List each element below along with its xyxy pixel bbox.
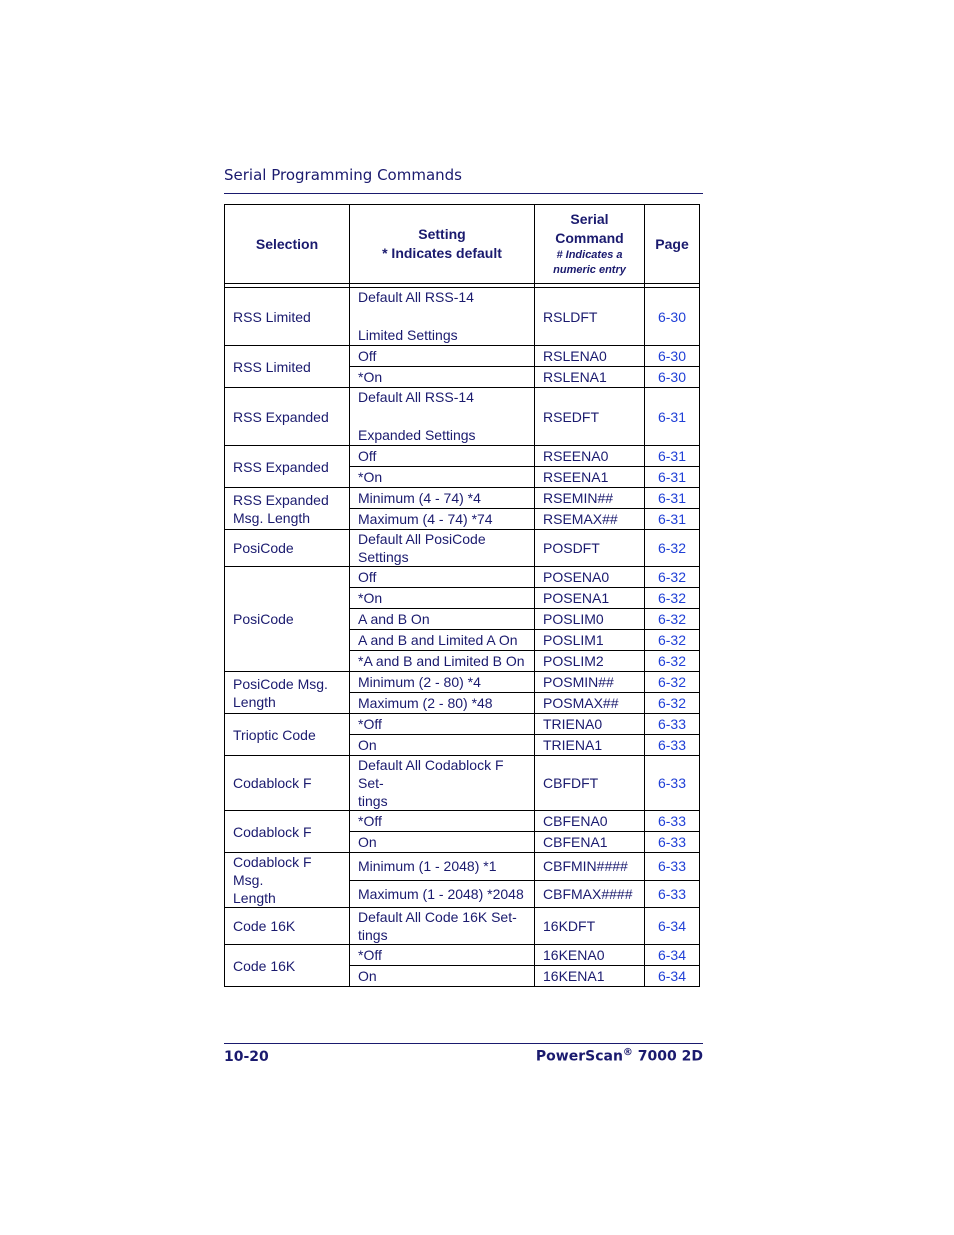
page-link[interactable]: 6-33: [645, 714, 700, 735]
selection-cell: RSS Limited: [225, 288, 350, 346]
command-cell: POSENA0: [535, 567, 645, 588]
setting-cell: Default All Codablock F Set- tings: [350, 756, 535, 811]
page-link[interactable]: 6-33: [645, 880, 700, 908]
setting-cell: On: [350, 966, 535, 987]
command-cell: POSLIM2: [535, 651, 645, 672]
command-cell: RSEDFT: [535, 388, 645, 446]
selection-cell: Codablock F: [225, 811, 350, 853]
page-link[interactable]: 6-32: [645, 530, 700, 567]
table-row: [225, 945, 700, 966]
command-cell: 16KENA0: [535, 945, 645, 966]
command-cell: RSLDFT: [535, 288, 645, 346]
command-cell: POSMAX##: [535, 693, 645, 714]
selection-cell: Code 16K: [225, 908, 350, 945]
table-body: [225, 284, 700, 987]
table-row: [225, 714, 700, 735]
command-cell: POSLIM0: [535, 609, 645, 630]
page-link[interactable]: 6-34: [645, 908, 700, 945]
setting-cell: On: [350, 832, 535, 853]
page-link[interactable]: 6-33: [645, 811, 700, 832]
table-row: [225, 567, 700, 588]
table-row: [225, 446, 700, 467]
command-cell: POSLIM1: [535, 630, 645, 651]
setting-cell: Minimum (4 - 74) *4: [350, 488, 535, 509]
setting-cell: On: [350, 735, 535, 756]
command-cell: TRIENA0: [535, 714, 645, 735]
col-header-serial-command: Serial Command # Indicates a numeric entry: [535, 205, 645, 284]
selection-cell: RSS Expanded: [225, 446, 350, 488]
table-row: [225, 388, 700, 446]
command-cell: RSEENA1: [535, 467, 645, 488]
page-link[interactable]: 6-31: [645, 446, 700, 467]
command-cell: RSLENA0: [535, 346, 645, 367]
page-link[interactable]: 6-33: [645, 853, 700, 881]
command-cell: POSMIN##: [535, 672, 645, 693]
setting-cell: *Off: [350, 714, 535, 735]
page-link[interactable]: 6-31: [645, 388, 700, 446]
col-header-page: Page: [645, 205, 700, 284]
setting-cell: Minimum (2 - 80) *4: [350, 672, 535, 693]
page-link[interactable]: 6-33: [645, 756, 700, 811]
command-cell: 16KENA1: [535, 966, 645, 987]
setting-cell: Default All RSS-14 Expanded Settings: [350, 388, 535, 446]
page-link[interactable]: 6-31: [645, 509, 700, 530]
table-row: [225, 672, 700, 693]
setting-cell: Off: [350, 346, 535, 367]
page-link[interactable]: 6-33: [645, 735, 700, 756]
page-link[interactable]: 6-30: [645, 346, 700, 367]
setting-cell: *A and B and Limited B On: [350, 651, 535, 672]
selection-cell: Trioptic Code: [225, 714, 350, 756]
page-link[interactable]: 6-30: [645, 288, 700, 346]
selection-cell: Codablock F Msg. Length: [225, 853, 350, 908]
command-cell: CBFMAX####: [535, 880, 645, 908]
command-cell: RSEMAX##: [535, 509, 645, 530]
setting-cell: Default All Code 16K Set- tings: [350, 908, 535, 945]
selection-cell: RSS Expanded: [225, 388, 350, 446]
setting-cell: Maximum (1 - 2048) *2048: [350, 880, 535, 908]
table-row: [225, 488, 700, 509]
setting-cell: *Off: [350, 811, 535, 832]
selection-cell: Code 16K: [225, 945, 350, 987]
command-cell: RSLENA1: [535, 367, 645, 388]
command-cell: POSENA1: [535, 588, 645, 609]
page-header-title: Serial Programming Commands: [224, 166, 462, 184]
page-link[interactable]: 6-33: [645, 832, 700, 853]
setting-cell: *On: [350, 367, 535, 388]
table-row: [225, 346, 700, 367]
page-link[interactable]: 6-32: [645, 609, 700, 630]
command-cell: 16KDFT: [535, 908, 645, 945]
selection-cell: RSS Expanded Msg. Length: [225, 488, 350, 530]
page-link[interactable]: 6-31: [645, 488, 700, 509]
page-link[interactable]: 6-32: [645, 588, 700, 609]
page-link[interactable]: 6-32: [645, 567, 700, 588]
command-cell: CBFMIN####: [535, 853, 645, 881]
page-link[interactable]: 6-34: [645, 966, 700, 987]
setting-cell: Off: [350, 567, 535, 588]
setting-cell: Minimum (1 - 2048) *1: [350, 853, 535, 881]
selection-cell: PosiCode Msg. Length: [225, 672, 350, 714]
page-link[interactable]: 6-32: [645, 693, 700, 714]
footer-product-name: PowerScan® 7000 2D: [535, 1047, 703, 1065]
command-cell: CBFDFT: [535, 756, 645, 811]
selection-cell: PosiCode: [225, 567, 350, 672]
command-cell: POSDFT: [535, 530, 645, 567]
selection-cell: RSS Limited: [225, 346, 350, 388]
table-row: [225, 811, 700, 832]
command-cell: CBFENA0: [535, 811, 645, 832]
setting-cell: Maximum (2 - 80) *48: [350, 693, 535, 714]
serial-command-table: [224, 204, 700, 987]
command-cell: TRIENA1: [535, 735, 645, 756]
setting-cell: *Off: [350, 945, 535, 966]
col-header-setting: Setting * Indicates default: [350, 205, 535, 284]
setting-cell: Default All RSS-14 Limited Settings: [350, 288, 535, 346]
page-link[interactable]: 6-31: [645, 467, 700, 488]
col-header-selection: Selection: [225, 205, 350, 284]
table-header-row: [225, 205, 700, 284]
command-cell: RSEENA0: [535, 446, 645, 467]
setting-cell: A and B and Limited A On: [350, 630, 535, 651]
selection-cell: PosiCode: [225, 530, 350, 567]
table-row: [225, 908, 700, 945]
page-link[interactable]: 6-32: [645, 672, 700, 693]
header-rule: [224, 193, 703, 194]
setting-cell: *On: [350, 588, 535, 609]
page-link[interactable]: 6-34: [645, 945, 700, 966]
setting-cell: A and B On: [350, 609, 535, 630]
footer-rule: [224, 1043, 703, 1044]
table-row: [225, 288, 700, 346]
page-link[interactable]: 6-32: [645, 651, 700, 672]
table-row: [225, 756, 700, 811]
table-row: [225, 530, 700, 567]
setting-cell: Off: [350, 446, 535, 467]
command-cell: RSEMIN##: [535, 488, 645, 509]
setting-cell: Maximum (4 - 74) *74: [350, 509, 535, 530]
command-cell: CBFENA1: [535, 832, 645, 853]
setting-cell: Default All PosiCode Settings: [350, 530, 535, 567]
footer-page-number: 10-20: [224, 1049, 269, 1065]
selection-cell: Codablock F: [225, 756, 350, 811]
table-row: [225, 853, 700, 881]
page-link[interactable]: 6-32: [645, 630, 700, 651]
setting-cell: *On: [350, 467, 535, 488]
page-link[interactable]: 6-30: [645, 367, 700, 388]
